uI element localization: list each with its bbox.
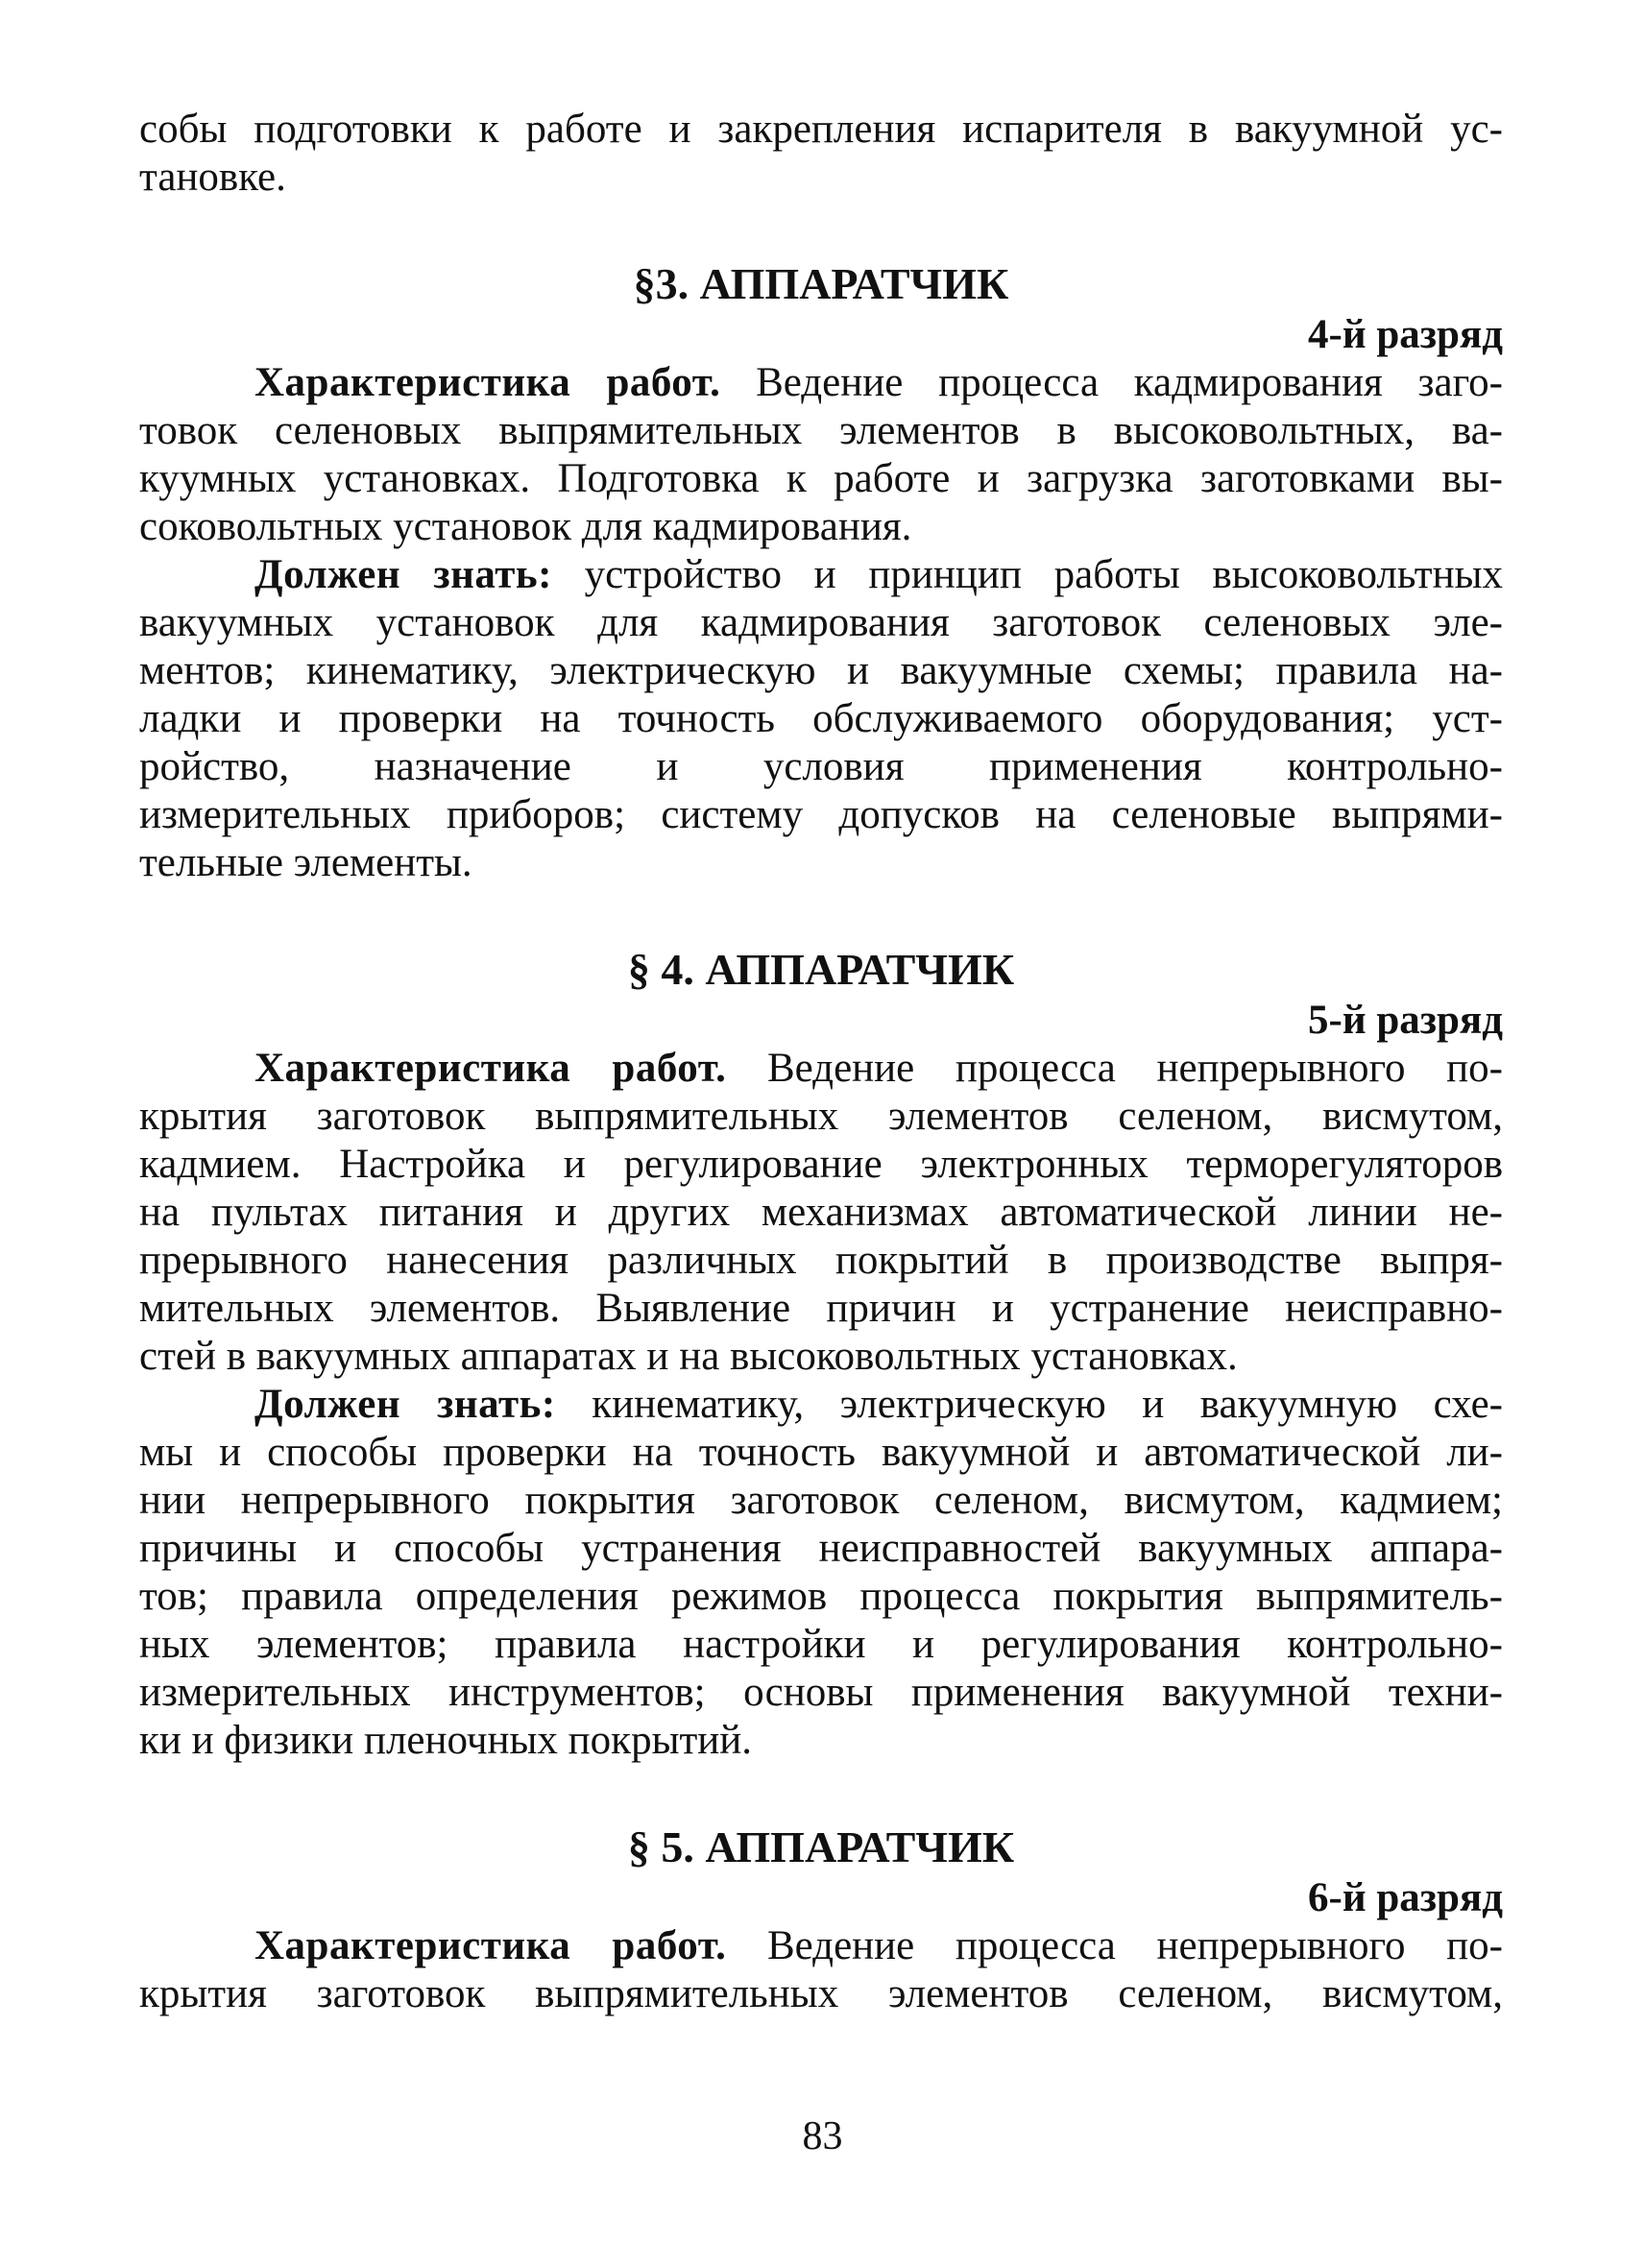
paragraph-lead-rest: Ведение процесса кадмирования заго- xyxy=(720,360,1503,405)
text-line: ментов; кинематику, электрическую и вакуумные схемы; правила на- xyxy=(139,648,1503,693)
paragraph-lead-rest: Ведение процесса непрерывного по- xyxy=(726,1923,1503,1968)
paragraph-first-line xyxy=(139,1922,1503,1970)
text-line: мительных элементов. Выявление причин и устранение неисправно- xyxy=(139,1286,1503,1331)
paragraph-first-line xyxy=(139,359,1503,407)
section-heading: §3. АППАРАТЧИК xyxy=(633,259,1009,308)
text-line: товок селеновых выпрямительных элементов в высоковольтных, ва- xyxy=(139,408,1503,453)
paragraph-lead: Должен знать: xyxy=(254,1382,556,1427)
document-page xyxy=(139,106,1503,2170)
text-line: тановке. xyxy=(139,155,286,200)
grade-label: 4-й разряд xyxy=(1308,312,1503,357)
text-line: ройство, назначение и условия применения контрольно- xyxy=(139,744,1503,789)
text-line: вакуумных установок для кадмирования заготовок селеновых эле- xyxy=(139,600,1503,645)
paragraph-first-line xyxy=(139,1045,1503,1093)
text-line: крытия заготовок выпрямительных элементов селеном, висмутом, xyxy=(139,1094,1503,1139)
text-line: куумных установках. Подготовка к работе и загрузка заготовками вы- xyxy=(139,456,1503,501)
text-line: соковольтных установок для кадмирования. xyxy=(139,504,912,549)
text-line: нии непрерывного покрытия заготовок селеном, висмутом, кадмием; xyxy=(139,1478,1503,1523)
grade-label: 5-й разряд xyxy=(1308,998,1503,1043)
text-line: на пультах питания и других механизмах автоматической линии не- xyxy=(139,1190,1503,1235)
paragraph-first-line xyxy=(139,551,1503,599)
text-line: кадмием. Настройка и регулирование электронных терморегуляторов xyxy=(139,1142,1503,1187)
text-line: измерительных инструментов; основы применения вакуумной техни- xyxy=(139,1670,1503,1715)
text-line: причины и способы устранения неисправностей вакуумных аппара- xyxy=(139,1526,1503,1571)
paragraph-lead-rest: кинематику, электрическую и вакуумную схе- xyxy=(555,1382,1503,1427)
text-line: мы и способы проверки на точность вакуумной и автоматической ли- xyxy=(139,1430,1503,1475)
text-line: тельные элементы. xyxy=(139,840,472,885)
text-line: прерывного нанесения различных покрытий в производстве выпря- xyxy=(139,1238,1503,1283)
text-line: ки и физики пленочных покрытий. xyxy=(139,1718,753,1763)
text-line: стей в вакуумных аппаратах и на высоковольтных установках. xyxy=(139,1334,1238,1379)
paragraph-lead: Характеристика работ. xyxy=(254,1923,727,1968)
text-line: тов; правила определения режимов процесса покрытия выпрямитель- xyxy=(139,1574,1503,1619)
page-number: 83 xyxy=(802,2114,843,2159)
text-line: крытия заготовок выпрямительных элементов селеном, висмутом, xyxy=(139,1971,1503,2016)
paragraph-lead: Характеристика работ. xyxy=(254,360,721,405)
paragraph-lead-rest: устройство и принцип работы высоковольтных xyxy=(551,552,1503,597)
section-heading: § 4. АППАРАТЧИК xyxy=(627,945,1015,994)
paragraph-first-line xyxy=(139,1381,1503,1429)
text-line: ных элементов; правила настройки и регулирования контрольно- xyxy=(139,1622,1503,1667)
paragraph-lead: Должен знать: xyxy=(254,552,552,597)
grade-label: 6-й разряд xyxy=(1308,1875,1503,1920)
text-line: собы подготовки к работе и закрепления испарителя в вакуумной ус- xyxy=(139,107,1503,152)
section-heading: § 5. АППАРАТЧИК xyxy=(627,1822,1015,1871)
paragraph-lead-rest: Ведение процесса непрерывного по- xyxy=(726,1046,1503,1091)
text-line: измерительных приборов; систему допусков на селеновые выпрями- xyxy=(139,792,1503,837)
text-line: ладки и проверки на точность обслуживаемого оборудования; уст- xyxy=(139,696,1503,741)
paragraph-lead: Характеристика работ. xyxy=(254,1046,727,1091)
